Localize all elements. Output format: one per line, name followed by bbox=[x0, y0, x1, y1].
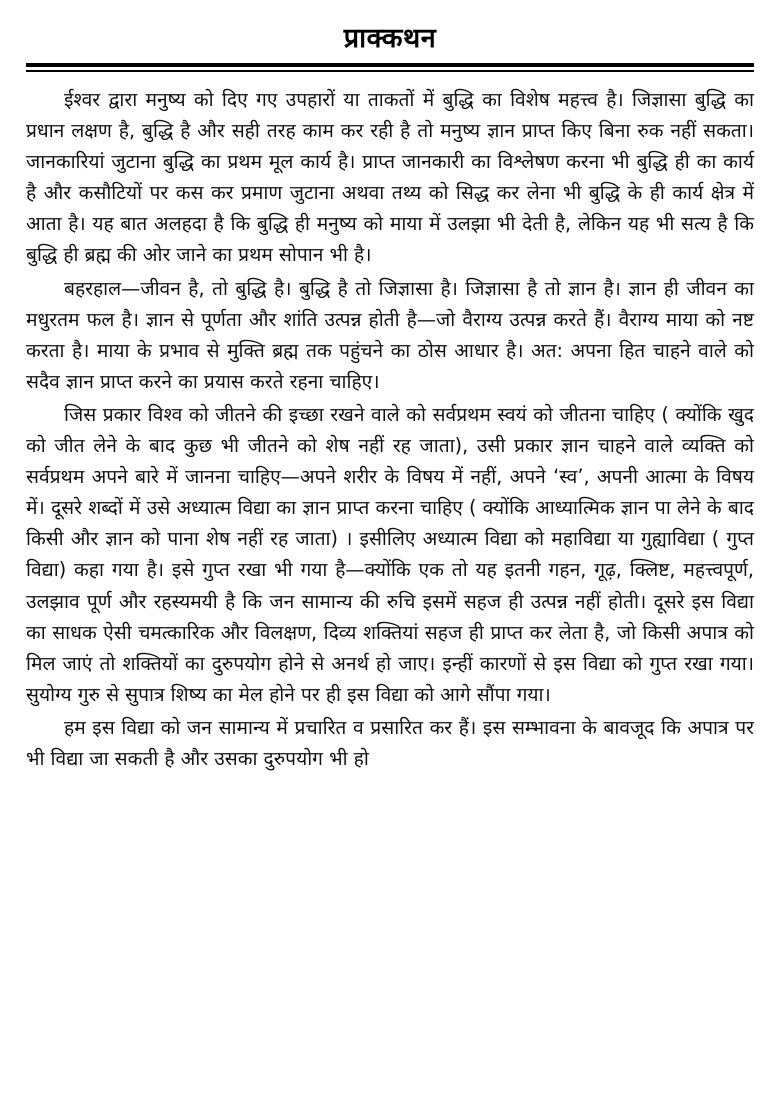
page-title: प्राक्कथन bbox=[343, 23, 437, 54]
title-divider bbox=[26, 63, 754, 72]
paragraph: हम इस विद्या को जन सामान्य में प्रचारित व प्रसारित कर हैं। इस सम्भावना के बावजूद कि अपात्र पर भी विद्या जा सकती है और उसका दुरुपयोग भी हो bbox=[26, 715, 754, 770]
document-body bbox=[26, 84, 754, 774]
paragraph: जिस प्रकार विश्व को जीतने की इच्छा रखने वाले को सर्वप्रथम स्वयं को जीतना चाहिए ( क्योंकि खुद को जीत लेने के बाद कुछ भी जीतने को शेष नहीं रह जाता), उसी प्रकार ज्ञान चाहने वाले व्यक्ति को सर्वप्रथम अपने बारे में जानना चाहिए—अपने शरीर के विषय में नहीं, अपने ‘स्व’, अपनी आत्मा के विषय में। दूसरे शब्दों में उसे अध्यात्म विद्या का ज्ञान प्राप्त करना चाहिए ( क्योंकि आध्यात्मिक ज्ञान पा लेने के बाद किसी और ज्ञान को पाना शेष नहीं रह जाता) । इसीलिए अध्यात्म विद्या को महाविद्या या गुह्याविद्या ( गुप्त विद्या) कहा गया है। इसे गुप्त रखा भी गया है—क्योंकि एक तो यह इतनी गहन, गूढ़, क्लिष्ट, महत्त्वपूर्ण, उलझाव पूर्ण और रहस्यमयी है कि जन सामान्य की रुचि इसमें सहज ही उत्पन्न नहीं होती। दूसरे इस विद्या का साधक ऐसी चमत्कारिक और विलक्षण, दिव्य शक्तियां सहज ही प्राप्त कर लेता है, जो किसी अपात्र को मिल जाएं तो शक्तियों का दुरुपयोग होने से अनर्थ हो जाए। इन्हीं कारणों से इस विद्या को गुप्त रखा गया। सुयोग्य गुरु से सुपात्र शिष्य का मेल होने पर ही इस विद्या को आगे सौंपा गया। bbox=[26, 402, 754, 706]
paragraph: बहरहाल—जीवन है, तो बुद्धि है। बुद्धि है तो जिज्ञासा है। जिज्ञासा है तो ज्ञान है। ज्ञान ही जीवन का मधुरतम फल है। ज्ञान से पूर्णता और शांति उत्पन्न होती है—जो वैराग्य उत्पन्न करते हैं। वैराग्य माया को नष्ट करता है। माया के प्रभाव से मुक्ति ब्रह्म तक पहुंचने का ठोस आधार है। अत: अपना हित चाहने वाले को सदैव ज्ञान प्राप्त करने का प्रयास करते रहना चाहिए। bbox=[26, 276, 754, 393]
paragraph: ईश्वर द्वारा मनुष्य को दिए गए उपहारों या ताकतों में बुद्धि का विशेष महत्त्व है। जिज्ञासा बुद्धि का प्रधान लक्षण है, बुद्धि है और सही तरह काम कर रही है तो मनुष्य ज्ञान प्राप्त किए बिना रुक नहीं सकता। जानकारियां जुटाना बुद्धि का प्रथम मूल कार्य है। प्राप्त जानकारी का विश्लेषण करना भी बुद्धि ही का कार्य है और कसौटियों पर कस कर प्रमाण जुटाना अथवा तथ्य को सिद्ध कर लेना भी बुद्धि के ही कार्य क्षेत्र में आता है। यह बात अलहदा है कि बुद्धि ही मनुष्य को माया में उलझा भी देती है, लेकिन यह भी सत्य है कि बुद्धि ही ब्रह्म की ओर जाने का प्रथम सोपान भी है। bbox=[26, 88, 754, 267]
divider-thin-line bbox=[26, 70, 754, 72]
